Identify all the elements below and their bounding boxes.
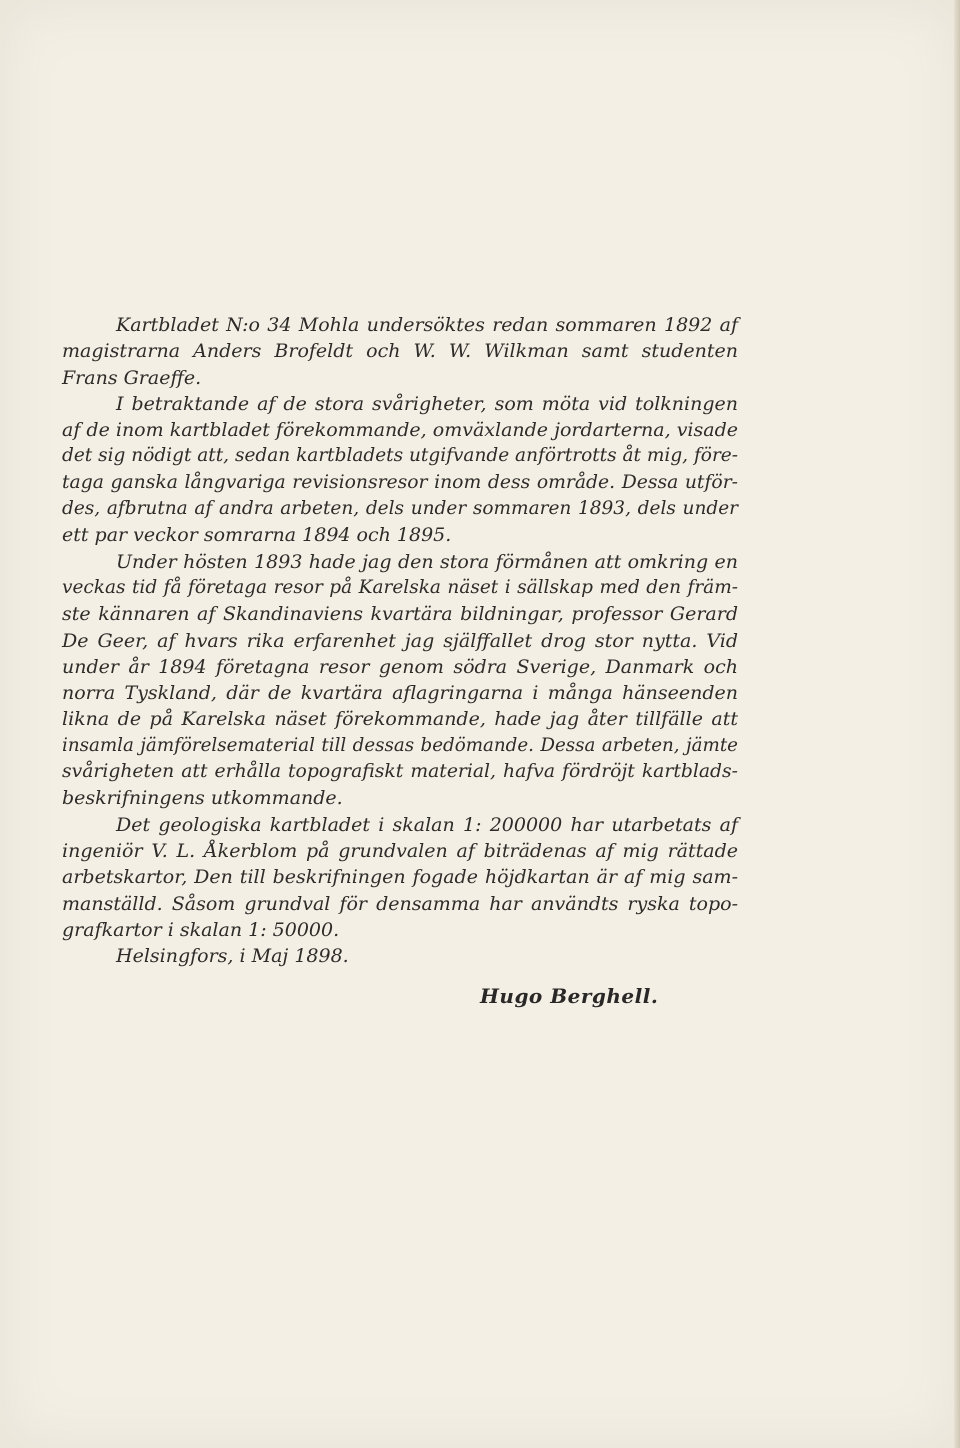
text-line: manställd. Såsom grundval för densamma har användts ryska topo-: [62, 892, 738, 915]
page-edge: [954, 0, 960, 1448]
signature: Hugo Berghell.: [480, 984, 659, 1008]
text-line: ste kännaren af Skandinaviens kvartära bildningar, professor Gerard: [62, 603, 738, 626]
text-line: ingeniör V. L. Åkerblom på grundvalen af biträdenas af mig rättade: [62, 839, 738, 862]
text-line: ett par veckor somrarna 1894 och 1895.: [62, 524, 452, 547]
text-line: Frans Graeffe.: [62, 366, 202, 389]
text-line: Det geologiska kartbladet i skalan 1: 200000 har utarbetats af: [116, 813, 738, 836]
text-line: De Geer, af hvars rika erfarenhet jag själffallet drog stor nytta. Vid: [62, 629, 738, 652]
text-line: magistrarna Anders Brofeldt och W. W. Wilkman samt studenten: [62, 340, 738, 363]
text-line: Kartbladet N:o 34 Mohla undersöktes redan sommaren 1892 af: [116, 314, 738, 336]
text-line: Under hösten 1893 hade jag den stora förmånen att omkring en: [116, 550, 738, 573]
text-line: I betraktande af de stora svårigheter, som möta vid tolkningen: [116, 392, 738, 415]
text-line: taga ganska långvariga revisionsresor inom dess område. Dessa utför-: [62, 471, 738, 493]
text-line: insamla jämförelsematerial till dessas bedömande. Dessa arbeten, jämte: [62, 734, 738, 756]
text-line: grafkartor i skalan 1: 50000.: [62, 918, 340, 941]
text-line: arbetskartor, Den till beskrifningen fogade höjdkartan är af mig sam-: [62, 866, 738, 889]
text-line: des, afbrutna af andra arbeten, dels under sommaren 1893, dels under: [62, 498, 738, 520]
text-line: Helsingfors, i Maj 1898.: [116, 945, 349, 968]
text-line: svårigheten att erhålla topografiskt material, hafva fördröjt kartblads-: [62, 761, 738, 783]
text-line: det sig nödigt att, sedan kartbladets utgifvande anförtrotts åt mig, före-: [62, 445, 738, 467]
text-line: beskrifningens utkommande.: [62, 787, 343, 810]
text-line: likna de på Karelska näset förekommande, hade jag åter tillfälle att: [62, 708, 738, 731]
preface-text: [62, 312, 738, 969]
text-line: veckas tid få företaga resor på Karelska näset i sällskap med den främ-: [62, 576, 738, 598]
text-line: under år 1894 företagna resor genom södra Sverige, Danmark och: [62, 655, 738, 678]
text-line: af de inom kartbladet förekommande, omväxlande jordarterna, visade: [62, 419, 738, 442]
text-line: norra Tyskland, där de kvartära aflagringarna i många hänseenden: [62, 682, 738, 705]
